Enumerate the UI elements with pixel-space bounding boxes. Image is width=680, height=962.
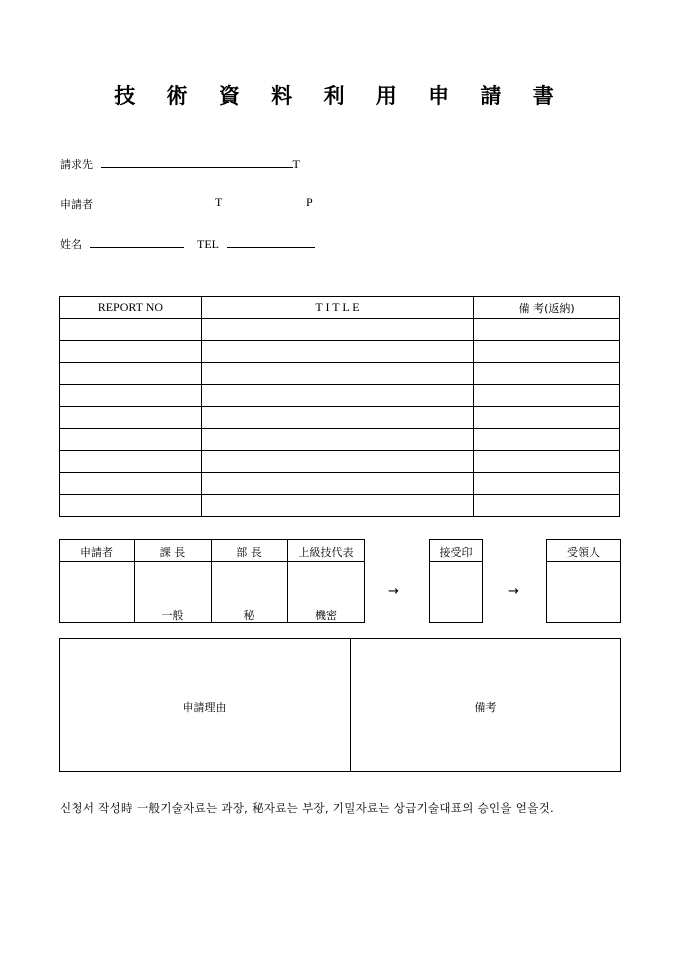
applicant-p: P: [306, 195, 313, 209]
request-to-field: [60, 156, 300, 172]
report-table-header: [60, 297, 620, 319]
name-label: 姓名: [60, 238, 82, 251]
level-secret: 秘: [243, 609, 255, 622]
table-row: [60, 429, 620, 451]
request-to-suffix: T: [292, 157, 300, 171]
applicant-label: 申請者: [60, 198, 93, 211]
arrow-icon: →: [508, 584, 519, 599]
name-line[interactable]: [90, 237, 184, 248]
col-title: T I T L E: [201, 297, 473, 319]
approval-dept-head-header: 部 長: [236, 546, 262, 559]
col-remarks: 備 考(返納): [474, 297, 620, 319]
remarks-label: 備考: [474, 701, 497, 714]
request-to-label: 請求先: [60, 158, 93, 171]
table-row: [60, 363, 620, 385]
table-row: [60, 341, 620, 363]
request-to-line[interactable]: [101, 157, 293, 168]
reason-label: 申請理由: [182, 701, 227, 714]
table-row: [60, 407, 620, 429]
level-confidential: 機密: [315, 609, 337, 622]
level-general: 一般: [161, 609, 184, 622]
table-row: [60, 385, 620, 407]
document-title: 技 術 資 料 利 用 申 請 書: [114, 83, 566, 108]
recipient-header: 受領人: [567, 546, 600, 559]
tel-label: TEL: [197, 237, 219, 251]
table-row: [60, 319, 620, 341]
table-row: [60, 473, 620, 495]
table-row: [60, 495, 620, 517]
applicant-field: [60, 196, 93, 212]
approval-section-chief-header: 課 長: [159, 546, 186, 559]
receipt-stamp-header: 接受印: [439, 546, 473, 559]
applicant-t: T: [215, 195, 223, 209]
report-table: [59, 296, 620, 517]
table-row: [60, 451, 620, 473]
approval-applicant-header: 申請者: [80, 546, 113, 559]
footnote: 신청서 작성時 一般기술자료는 과장, 秘자료는 부장, 기밀자료는 상급기술대표의 승인을 얻을것.: [60, 801, 554, 815]
tel-line[interactable]: [227, 237, 315, 248]
name-tel-field: [60, 236, 315, 252]
approval-senior-rep-header: 上級技代表: [298, 546, 354, 559]
arrow-icon: →: [388, 584, 399, 599]
col-report-no: REPORT NO: [60, 297, 202, 319]
